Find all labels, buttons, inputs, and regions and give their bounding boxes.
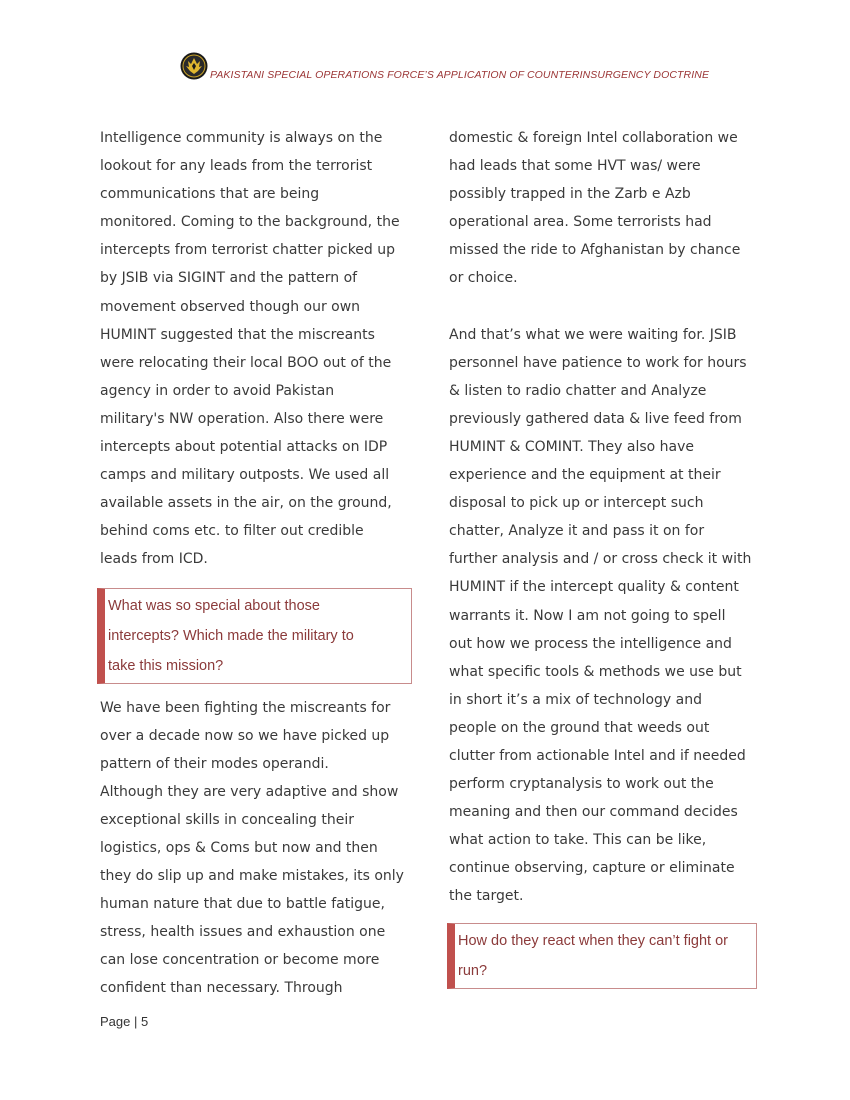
text-line: Although they are very adaptive and show: [100, 783, 399, 800]
text-line: continue observing, capture or eliminate: [449, 860, 735, 877]
text-line: movement observed though our own: [100, 298, 361, 315]
text-line: intercepts from terrorist chatter picked up: [100, 242, 396, 259]
text-line: personnel have patience to work for hours: [449, 354, 747, 371]
text-line: by JSIB via SIGINT and the pattern of: [100, 270, 358, 287]
text-line: possibly trapped in the Zarb e Azb: [449, 186, 691, 203]
right-paragraph-2: [449, 321, 761, 911]
text-line: communications that are being: [100, 186, 320, 203]
text-line: intercepts? Which made the military to: [108, 627, 354, 644]
text-line: We have been fighting the miscreants for: [100, 699, 391, 716]
page-header: [180, 52, 740, 82]
question-callout-1: [97, 588, 412, 684]
text-line: behind coms etc. to filter out credible: [100, 523, 364, 540]
text-line: monitored. Coming to the background, the: [100, 214, 400, 231]
text-line: intercepts about potential attacks on IDP: [100, 439, 388, 456]
text-line: can lose concentration or become more: [100, 952, 380, 969]
text-line: further analysis and / or cross check it with: [449, 551, 752, 568]
text-line: domestic & foreign Intel collaboration we: [449, 130, 738, 146]
left-paragraph-2: [100, 694, 412, 1003]
text-line: pattern of their modes operandi.: [100, 755, 329, 772]
text-line: stress, health issues and exhaustion one: [100, 924, 386, 941]
text-line: camps and military outposts. We used all: [100, 467, 390, 484]
text-line: available assets in the air, on the ground,: [100, 495, 392, 512]
text-line: & listen to radio chatter and Analyze: [449, 382, 707, 399]
text-line: or choice.: [449, 270, 518, 287]
text-line: exceptional skills in concealing their: [100, 811, 355, 828]
text-line: perform cryptanalysis to work out the: [449, 776, 714, 793]
text-line: clutter from actionable Intel and if needed: [449, 747, 746, 764]
running-header-title: PAKISTANI SPECIAL OPERATIONS FORCE’S APPLICATION OF COUNTERINSURGENCY DOCTRINE: [210, 69, 710, 81]
text-line: what action to take. This can be like,: [449, 832, 707, 849]
text-line: disposal to pick up or intercept such: [449, 495, 704, 512]
right-column: [449, 124, 761, 999]
text-line: military's NW operation. Also there were: [100, 410, 384, 427]
text-line: operational area. Some terrorists had: [449, 214, 712, 231]
text-line: run?: [458, 962, 488, 979]
text-line: lookout for any leads from the terrorist: [100, 158, 373, 175]
left-column: [100, 124, 412, 1003]
eagle-emblem-icon: [180, 52, 208, 80]
text-line: in short it’s a mix of technology and: [449, 691, 702, 708]
text-line: out how we process the intelligence and: [449, 635, 732, 652]
text-line: chatter, Analyze it and pass it on for: [449, 523, 705, 540]
text-line: agency in order to avoid Pakistan: [100, 382, 335, 399]
text-line: were relocating their local BOO out of the: [100, 354, 392, 371]
paragraph-gap: [449, 293, 761, 321]
text-line: the target.: [449, 888, 524, 905]
text-line: HUMINT if the intercept quality & content: [449, 579, 739, 596]
right-paragraph-1: [449, 124, 761, 293]
text-line: What was so special about those: [108, 597, 320, 614]
text-line: warrants it. Now I am not going to spell: [449, 607, 726, 624]
text-line: Intelligence community is always on the: [100, 130, 383, 146]
question-callout-2: [447, 923, 757, 989]
text-line: over a decade now so we have picked up: [100, 727, 390, 744]
text-line: HUMINT suggested that the miscreants: [100, 326, 375, 343]
text-line: And that’s what we were waiting for. JSIB: [449, 326, 737, 343]
text-line: HUMINT & COMINT. They also have: [449, 438, 694, 455]
left-paragraph-1: [100, 124, 412, 574]
text-line: leads from ICD.: [100, 551, 208, 568]
text-line: missed the ride to Afghanistan by chance: [449, 242, 741, 259]
text-line: experience and the equipment at their: [449, 467, 721, 484]
text-line: How do they react when they can’t fight or: [458, 932, 729, 949]
page-number: Page | 5: [100, 1014, 149, 1029]
text-line: confident than necessary. Through: [100, 980, 343, 997]
text-line: people on the ground that weeds out: [449, 719, 710, 736]
text-line: had leads that some HVT was/ were: [449, 158, 701, 175]
text-line: they do slip up and make mistakes, its only: [100, 868, 404, 885]
text-line: previously gathered data & live feed from: [449, 410, 742, 427]
text-line: take this mission?: [108, 657, 224, 674]
text-line: meaning and then our command decides: [449, 804, 738, 821]
text-line: what specific tools & methods we use but: [449, 663, 742, 680]
text-line: logistics, ops & Coms but now and then: [100, 839, 378, 856]
text-line: human nature that due to battle fatigue,: [100, 896, 385, 913]
